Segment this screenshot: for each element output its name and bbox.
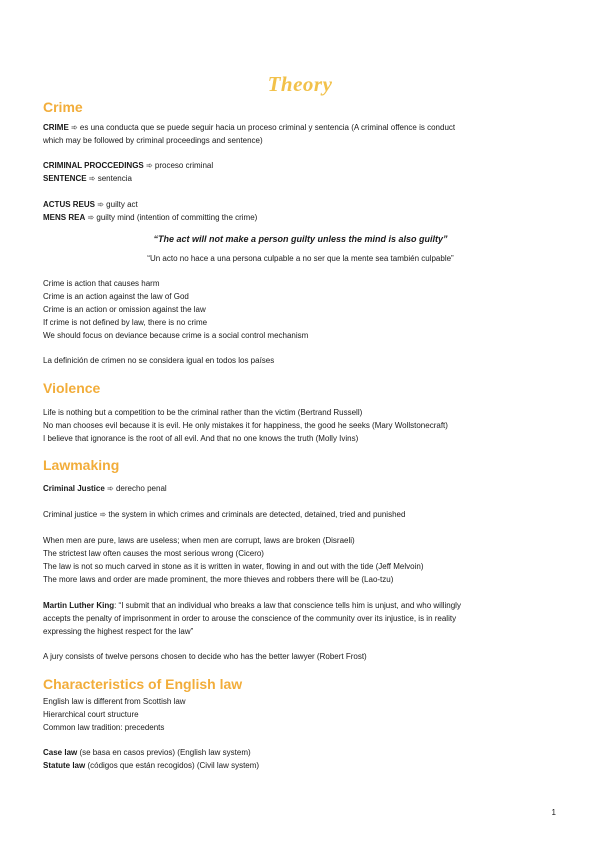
list-item: When men are pure, laws are useless; when men are corrupt, laws are broken (Disraeli) [43,536,355,545]
jury-quote: A jury consists of twelve persons chosen to decide who has the better lawyer (Robert Frost) [43,652,367,661]
sentence-definition: SENTENCE ➾ sentencia [43,174,132,183]
crime-definition: CRIME ➾ es una conducta que se puede seguir hacia un proceso criminal y sentencia (A criminal offence is conduct [43,123,456,132]
list-item: Common law tradition: precedents [43,723,165,732]
list-item: The more laws and order are made prominent, the more thieves and robbers there will be (Lao-tzu) [43,575,394,584]
heading-lawmaking: Lawmaking [43,457,120,473]
term-crime: CRIME [43,123,69,132]
quote-english: “The act will not make a person guilty unless the mind is also guilty” [153,234,448,244]
statute-law: Statute law (códigos que están recogidos) (Civil law system) [43,761,260,770]
crime-note: La definición de crimen no se considera igual en todos los países [43,356,275,365]
mlk-quote-cont: accepts the penalty of imprisonment in order to arouse the conscience of the community over its injustice, is in reality [43,614,457,623]
list-item: Crime is action that causes harm [43,279,160,288]
list-item: The law is not so much carved in stone as it is written in water, flowing in and out with the tide (Jeff Melvoin) [43,562,424,571]
list-item: If crime is not defined by law, there is no crime [43,318,208,327]
list-item: No man chooses evil because it is evil. He only mistakes it for happiness, the good he seeks (Mary Wollstonecraft) [43,421,448,430]
crime-definition-cont: which may be followed by criminal proceedings and sentence) [43,136,263,145]
criminal-justice-definition: Criminal justice ➾ the system in which crimes and criminals are detected, detained, tried and punished [43,510,406,519]
list-item: We should focus on deviance because crime is a social control mechanism [43,331,309,340]
list-item: Life is nothing but a competition to be the criminal rather than the victim (Bertrand Russell) [43,408,363,417]
heading-crime: Crime [43,99,83,115]
criminal-justice-term: Criminal Justice ➾ derecho penal [43,484,167,493]
page-number: 1 [551,808,556,817]
list-item: Hierarchical court structure [43,710,139,719]
actus-reus-definition: ACTUS REUS ➾ guilty act [43,200,138,209]
list-item: The strictest law often causes the most serious wrong (Cicero) [43,549,264,558]
case-law: Case law (se basa en casos previos) (English law system) [43,748,251,757]
list-item: English law is different from Scottish law [43,697,186,706]
mlk-quote-cont: expressing the highest respect for the law” [43,627,194,636]
mlk-quote: Martin Luther King: “I submit that an individual who breaks a law that conscience tells him is unjust, and who willingly [43,601,461,610]
page-title: Theory [267,72,333,96]
proceedings-definition: CRIMINAL PROCCEDINGS ➾ proceso criminal [43,161,214,170]
list-item: Crime is an action against the law of God [43,292,189,301]
list-item: Crime is an action or omission against the law [43,305,206,314]
heading-english-law: Characteristics of English law [43,676,243,692]
quote-spanish: “Un acto no hace a una persona culpable a no ser que la mente sea también culpable” [147,254,454,263]
list-item: I believe that ignorance is the root of all evil. And that no one knows the truth (Molly Ivins) [43,434,359,443]
mens-rea-definition: MENS REA ➾ guilty mind (intention of committing the crime) [43,213,258,222]
heading-violence: Violence [43,380,101,396]
